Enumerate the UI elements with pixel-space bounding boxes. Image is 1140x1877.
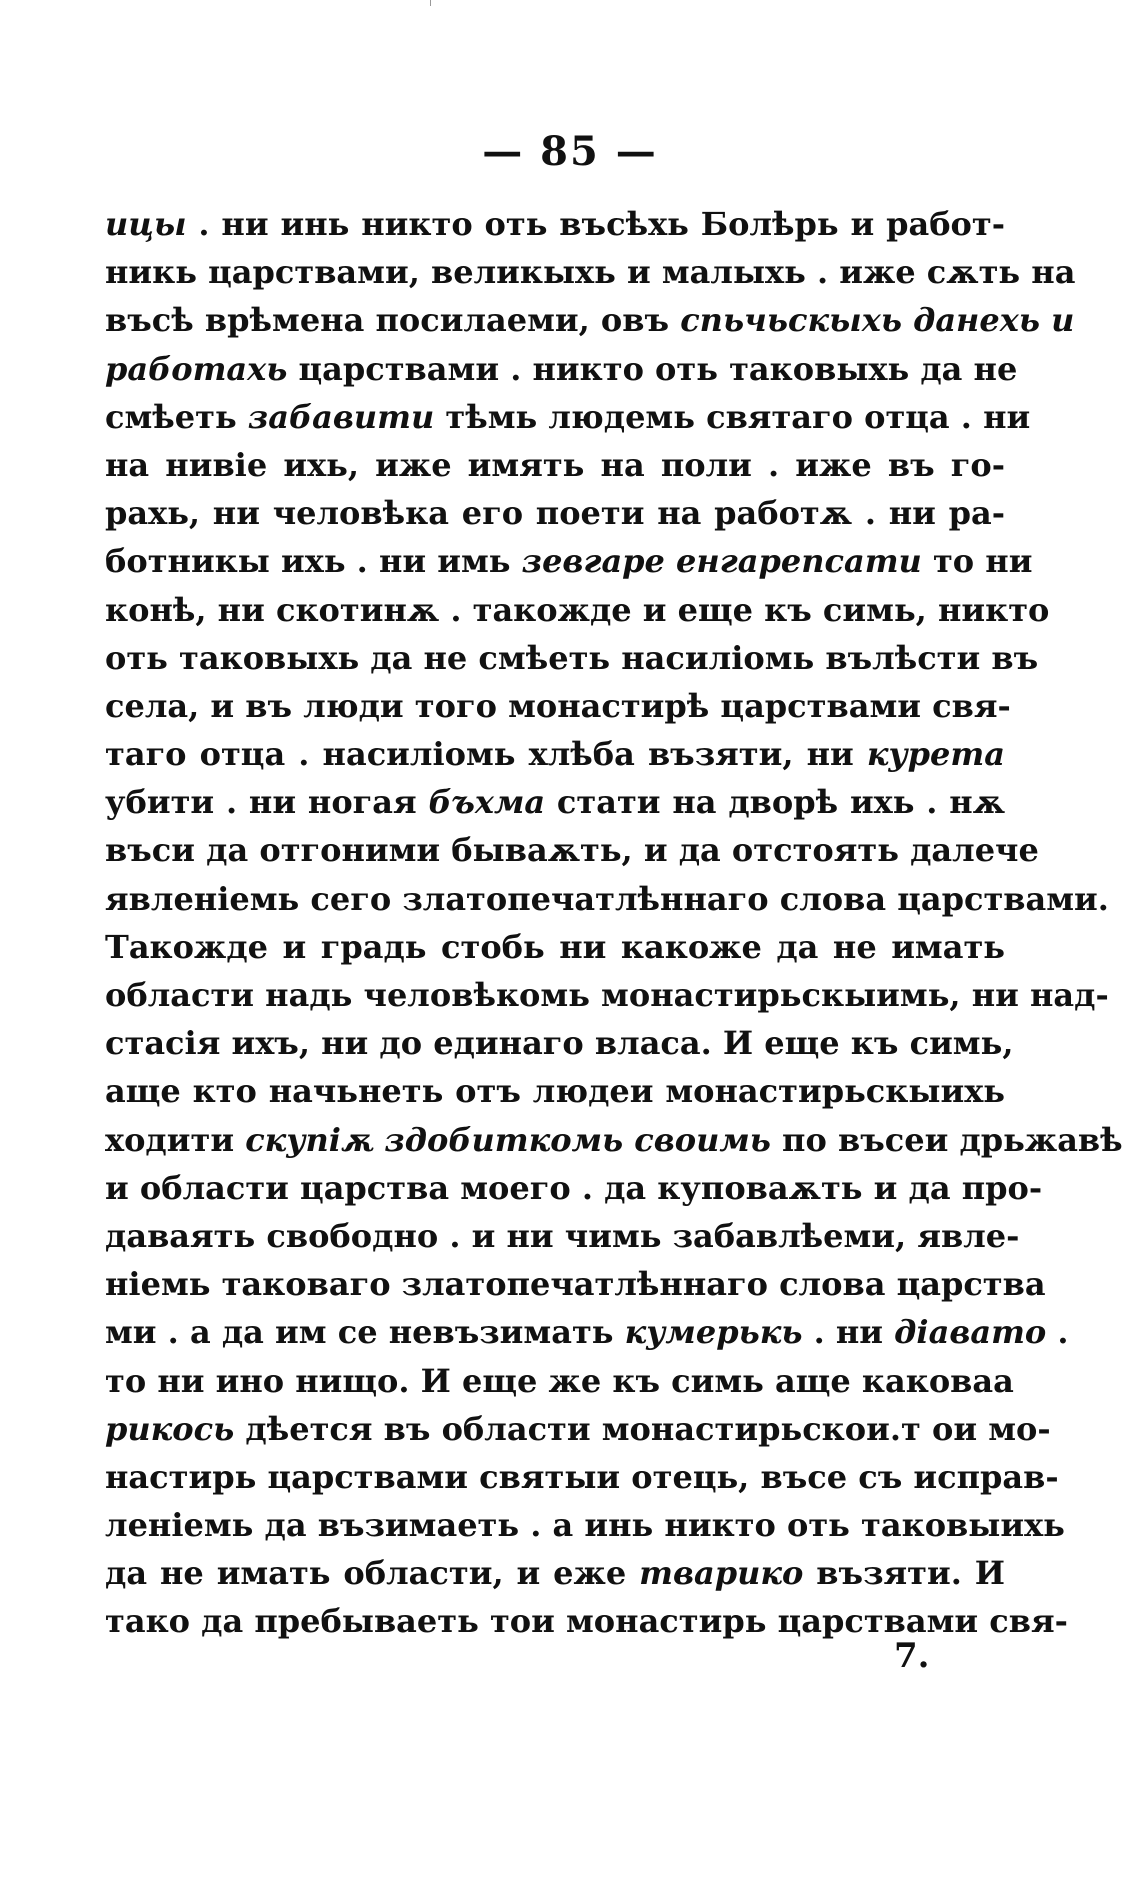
text-segment: ніемь таковаго златопечатлѣннаго слова царства	[105, 1265, 1046, 1304]
text-line	[105, 682, 1011, 730]
scan-artifact-mark	[430, 0, 431, 6]
text-line	[105, 1067, 1005, 1115]
text-line	[105, 923, 1005, 971]
text-segment: рахь, ни человѣка его поети на работѫ . ни ра-	[105, 494, 1005, 533]
text-line	[105, 1597, 1068, 1645]
text-line	[105, 489, 1005, 537]
text-segment: въсѣ врѣмена посилаеми, овъ	[105, 301, 681, 340]
text-line	[105, 1453, 1059, 1501]
text-segment: оть таковыхь да не смѣеть насиліомь вълѣсти въ	[105, 638, 1039, 677]
text-segment: ходити	[105, 1120, 246, 1159]
text-line	[105, 1501, 1065, 1549]
text-line	[105, 1019, 1014, 1067]
text-segment: смѣеть	[105, 397, 248, 436]
text-line	[105, 730, 1005, 778]
text-segment: ботникы ихь . ни имь	[105, 542, 522, 581]
text-segment: Такожде и градь стобь ни какоже да не имать	[105, 927, 1005, 966]
italic-segment: бъхма	[428, 783, 546, 822]
text-line	[105, 1260, 1046, 1308]
italic-segment: спьчьскыхь данехь и	[680, 301, 1075, 340]
text-line	[105, 537, 1033, 585]
text-line	[105, 200, 1005, 248]
italic-segment: кумерькь	[624, 1313, 803, 1352]
text-segment: ми . а да им се невъзимать	[105, 1313, 625, 1352]
text-line	[105, 345, 1018, 393]
italic-segment: ицы	[105, 205, 187, 243]
text-segment: явленіемь сего златопечатлѣннаго слова царствами.	[105, 879, 1109, 918]
text-line	[105, 248, 1076, 296]
text-segment: възяти. И	[803, 1554, 1005, 1593]
text-line	[105, 1549, 1005, 1597]
text-segment: тѣмь людемь святаго отца . ни	[434, 397, 1031, 436]
text-segment: .	[1046, 1313, 1069, 1352]
text-segment: . ни инь никто оть въсѣхь Болѣрь и работ-	[186, 205, 1005, 243]
italic-segment: забавити	[247, 397, 435, 436]
text-segment: тако да пребываеть тои монастирь царствами свя-	[105, 1602, 1068, 1641]
text-segment: убити . ни ногая	[105, 783, 429, 822]
text-segment: области надь человѣкомь монастирьскыимь, ни над-	[105, 976, 1109, 1014]
text-segment: и области царства моего . да куповаѫть и да про-	[105, 1168, 1043, 1207]
text-segment: въси да отгоними бываѫть, и да отстоять далече	[105, 831, 1039, 870]
body-text	[105, 200, 1123, 1646]
text-segment: на нивіе ихь, иже имять на поли . иже въ го-	[105, 445, 1005, 484]
text-line	[105, 296, 1075, 344]
italic-segment: рикось	[105, 1409, 235, 1448]
text-line	[105, 1164, 1043, 1212]
italic-segment: діавато	[894, 1313, 1047, 1352]
italic-segment: скупіѫ здобиткомь своимь	[245, 1120, 771, 1159]
italic-segment: зевгаре енгарепсати	[521, 542, 922, 581]
text-segment: настирь царствами святыи отець, въсе съ исправ-	[105, 1457, 1059, 1496]
text-line	[105, 826, 1039, 874]
text-line	[105, 634, 1039, 682]
italic-segment: курета	[866, 735, 1005, 774]
text-line	[105, 586, 1050, 634]
text-segment: да не имать области, и еже	[105, 1554, 640, 1593]
text-line	[105, 778, 1005, 826]
text-segment: леніемь да възимаеть . а инь никто оть таковыихь	[105, 1506, 1065, 1545]
italic-segment: работахь	[105, 349, 288, 388]
text-segment: то ни	[921, 542, 1033, 581]
text-segment: аще кто начьнеть отъ людеи монастирьскыихь	[105, 1072, 1005, 1111]
text-line	[105, 441, 1005, 489]
text-segment: дѣется въ области монастирьскои.т ои мо-	[234, 1409, 1051, 1448]
text-segment: даваять свободно . и ни чимь забавлѣеми, явле-	[105, 1216, 1020, 1255]
text-segment: никь царствами, великыхь и малыхь . иже сѫть на	[105, 253, 1076, 292]
text-segment: конѣ, ни скотинѫ . такожде и еще къ симь, никто	[105, 590, 1050, 629]
text-segment: стасія ихъ, ни до единаго власа. И еще къ симь,	[105, 1024, 1014, 1063]
signature-mark: 7.	[894, 1636, 930, 1676]
text-line	[105, 1212, 1020, 1260]
text-line	[105, 1405, 1051, 1453]
page-number: — 85 —	[482, 128, 658, 175]
text-line	[105, 1357, 1014, 1405]
text-line	[105, 875, 1109, 923]
text-line	[105, 971, 1109, 1019]
text-line	[105, 393, 1031, 441]
text-segment: по въсеи дрьжавѣ	[770, 1120, 1123, 1159]
text-line	[105, 1308, 1069, 1356]
text-segment: таго отца . насиліомь хлѣба възяти, ни	[105, 735, 867, 774]
text-segment: . ни	[802, 1313, 895, 1352]
text-line	[105, 1116, 1123, 1164]
text-segment: стати на дворѣ ихь . нѫ	[545, 783, 1006, 822]
italic-segment: тварико	[639, 1554, 804, 1593]
text-segment: царствами . никто оть таковыхь да не	[287, 349, 1018, 388]
text-segment: села, и въ люди того монастирѣ царствами свя-	[105, 686, 1011, 725]
text-segment: то ни ино нищо. И еще же къ симь аще каковаа	[105, 1361, 1014, 1400]
